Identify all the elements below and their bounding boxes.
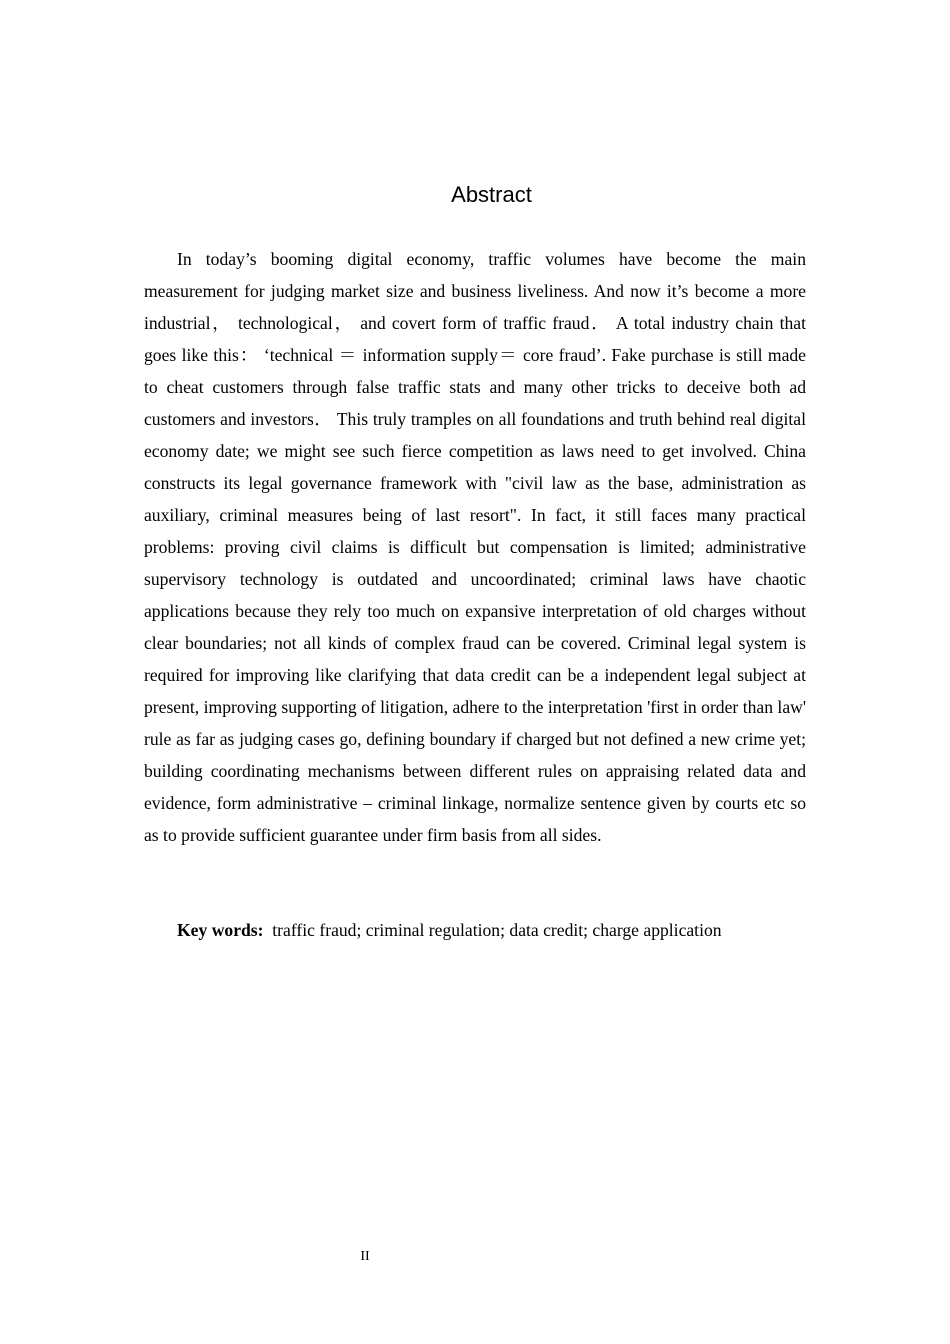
page-number: II bbox=[360, 1249, 370, 1264]
keywords-line bbox=[144, 914, 806, 946]
abstract-paragraph: In today’s booming digital economy, traffic volumes have become the main measurement for judging market size and business liveliness. And now it’s become a more industrial， technological， and covert form of traffic fraud． A total industry chain that goes like this： ‘technical ＝ information supply＝ core fraud’. Fake purchase is still made to cheat customers through false traffic stats and many other tricks to deceive both ad customers and investors． This truly tramples on all foundations and truth behind real digital economy date; we might see such fierce competition as laws need to get involved. China constructs its legal governance framework with "civil law as the base, administration as auxiliary, criminal measures being of last resort". In fact, it still faces many practical problems: proving civil claims is difficult but compensation is limited; administrative supervisory technology is outdated and uncoordinated; criminal laws have chaotic applications because they rely too much on expansive interpretation of old charges without clear boundaries; not all kinds of complex fraud can be covered. Criminal legal system is required for improving like clarifying that data credit can be a independent legal subject at present, improving supporting of litigation, adhere to the interpretation 'first in order than law' rule as far as judging cases go, defining boundary if charged but not defined a new crime yet; building coordinating mechanisms between different rules on appraising related data and evidence, form administrative – criminal linkage, normalize sentence given by courts etc so as to provide sufficient guarantee under firm basis from all sides. bbox=[144, 249, 806, 845]
keywords-label: Key words: bbox=[177, 920, 264, 940]
keywords-list: traffic fraud; criminal regulation; data credit; charge application bbox=[272, 920, 722, 940]
abstract-title: Abstract bbox=[451, 182, 532, 207]
